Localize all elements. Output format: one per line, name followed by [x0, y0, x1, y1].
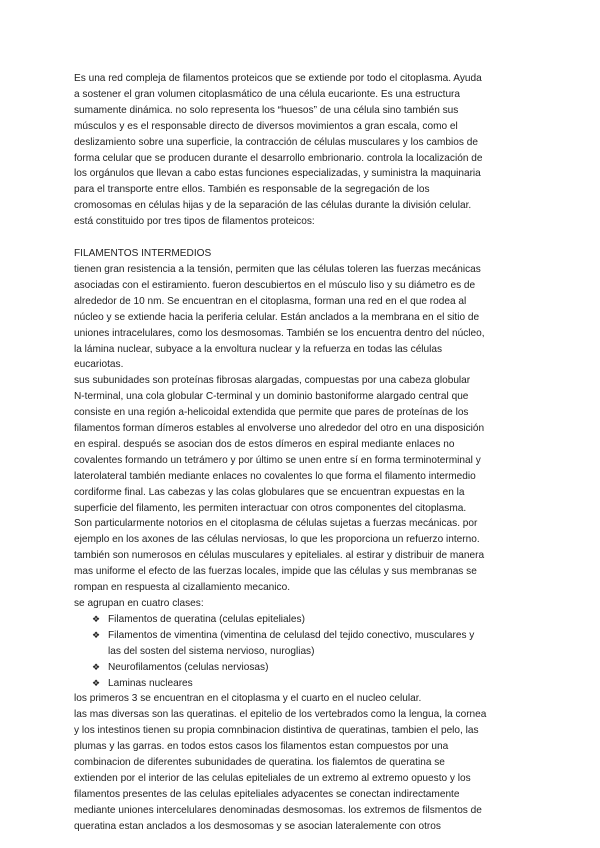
paragraph-subunits: sus subunidades son proteínas fibrosas alargadas, compuestas por una cabeza globular N-terminal, una cola globular C-terminal y un dominio bastoniforme alargado central que consiste en una región a-helicoidal extendida que permite que pares de proteínas de los filamentos forman dímeros estables al envolverse uno alrededor del otro en una disposición en espiral. después se asocian dos de estos dímeros en espiral mediante enlaces no covalentes formando un tetrámero y por último se unen entre sí en forma terminoterminal y laterolateral también mediante enlaces no covalentes lo que forma el filamento intermedio cordiforme final. Las cabezas y las colas globulares que se encuentran expuestas en la superficie del filamento, les permiten interactuar con otros componentes del citoplasma. [74, 375, 485, 514]
diamond-bullet-icon: ❖ [92, 677, 101, 688]
diamond-bullet-icon: ❖ [92, 629, 101, 640]
list-item [92, 612, 526, 628]
list-item [92, 660, 526, 676]
section-heading: FILAMENTOS INTERMEDIOS [74, 248, 212, 260]
paragraph-distribution: los primeros 3 se encuentran en el citoplasma y el cuarto en el nucleo celular. [74, 693, 422, 705]
list-item [92, 676, 526, 692]
diamond-bullet-icon: ❖ [92, 661, 101, 672]
intro-paragraph: Es una red compleja de filamentos proteicos que se extiende por todo el citoplasma. Ayuda a sostener el gran volumen citoplasmático de una célula eucarionte. Es una estructura sumamente dinámica. no solo representa los “huesos” de una célula sino también sus músculos y es el responsable directo de diversos movimientos a gran escala, como el deslizamiento sobre una superficie, la contracción de células musculares y los cambios de forma celular que se producen durante el desarrollo embrionario. controla la localización de los orgánulos que llevan a cabo estas funciones especializadas, y suministra la maquinaria para el transporte entre ellos. También es responsable de la segregación de los cromosomas en células hijas y de la separación de las células durante la división celular. está constituido por tres tipos de filamentos proteicos: [74, 73, 483, 228]
list-item-text: Laminas nucleares [108, 677, 193, 689]
list-item [92, 628, 526, 660]
paragraph-tension: tienen gran resistencia a la tensión, permiten que las células toleren las fuerzas mecánicas asociadas con el estiramiento. fueron descubiertos en el músculo liso y su diámetro es de alrededor de 10 nm. Se encuentran en el citoplasma, forman una red en el que rodea al núcleo y se extiende hacia la periferia celular. Están anclados a la membrana en el sitio de uniones intracelulares, como los desmosomas. También se los encuentra dentro del núcleo, la lámina nuclear, subyace a la envoltura nuclear y la refuerza en todas las células eucariotas. [74, 263, 485, 371]
paragraph-location: Son particularmente notorios en el citoplasma de células sujetas a fuerzas mecánicas. por ejemplo en los axones de las células nerviosas, lo que les proporciona un refuerzo interno. también son numerosos en células musculares y epiteliales. al estirar y distribuir de manera mas uniforme el efecto de las fuerzas locales, impide que las células y sus membranas se rompan en respuesta al cizallamiento mecanico. [74, 518, 485, 594]
filament-classes-list [74, 612, 526, 692]
list-item-text: Filamentos de vimentina (vimentina de celulasd del tejido conectivo, musculares y las del sosten del sistema nervioso, nuroglias) [108, 629, 475, 657]
list-intro: se agrupan en cuatro clases: [74, 598, 204, 609]
document-body [74, 71, 526, 835]
paragraph-keratins: las mas diversas son las queratinas. el epitelio de los vertebrados como la lengua, la cornea y los intestinos tienen su propia comnbinacion distintiva de queratinas, tambien el pelo, las plumas y las garras. en todos estos casos los filamentos estan compuestos por una combinacion de diferentes subunidades de queratina. los fialemtos de queratina se extienden por el interior de las celulas epiteliales de un extremo al extremo opuesto y los filamentos presentes de las celulas epiteliales adyacentes se conectan indirectamente mediante uniones intercelulares denominadas desmosomas. los extremos de filsmentos de queratina estan anclados a los desmosomas y se asocian lateralemente con otros [74, 709, 487, 832]
diamond-bullet-icon: ❖ [92, 613, 101, 624]
list-item-text: Filamentos de queratina (celulas epiteliales) [108, 613, 305, 625]
paragraph-gap [74, 230, 526, 246]
list-item-text: Neurofilamentos (celulas nerviosas) [108, 661, 269, 673]
